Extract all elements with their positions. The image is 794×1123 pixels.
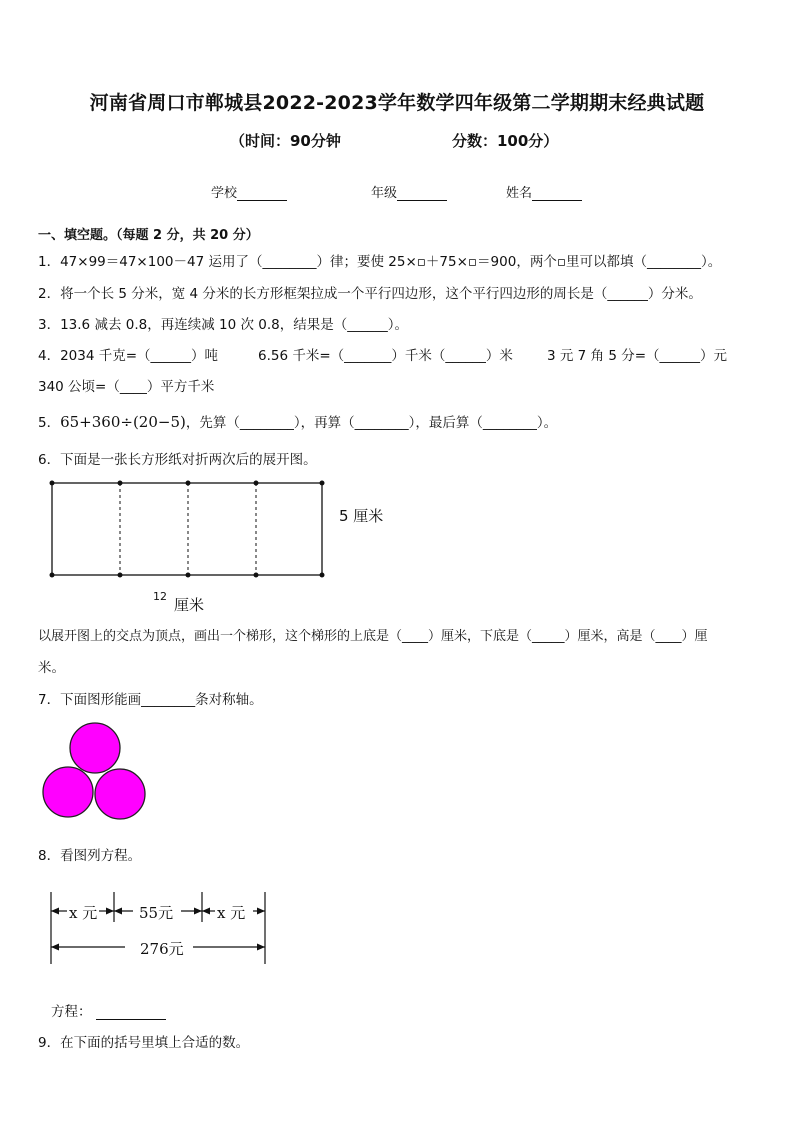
section-heading: 一、填空题。（每题 2 分，共 20 分）: [38, 228, 259, 243]
name-label: 姓名: [506, 186, 533, 201]
width-unit: 厘米: [174, 596, 205, 614]
vertex-dot: [320, 573, 325, 578]
vertex-dot: [254, 573, 259, 578]
school-field: [211, 182, 287, 201]
vertex-dot: [118, 481, 123, 486]
arrowhead: [202, 908, 210, 915]
question-5: [38, 411, 557, 431]
arrowhead: [194, 908, 202, 915]
question-6: 6．下面是一张长方形纸对折两次后的展开图。: [38, 452, 317, 468]
name-blank[interactable]: [532, 186, 582, 201]
question-5-expression: 65+360÷(20−5): [60, 413, 186, 431]
question-3: 3．13.6 减去 0.8，再连续减 10 次 0.8，结果是（______）。: [38, 317, 408, 333]
equation-label: 方程：: [51, 1004, 92, 1020]
equation-blank[interactable]: [96, 1005, 166, 1020]
question-8: 8．看图列方程。: [38, 848, 142, 864]
name-field: [506, 182, 582, 201]
segment-label-middle: 55元: [139, 904, 174, 922]
magenta-circle: [70, 723, 120, 773]
vertex-dot: [186, 573, 191, 578]
question-4d: 340 公顷=（____）平方千米: [38, 379, 215, 395]
segment-label-right: x 元: [217, 904, 246, 922]
vertex-dot: [50, 573, 55, 578]
segment-label-left: x 元: [69, 904, 98, 922]
vertex-dot: [118, 573, 123, 578]
rectangle-outline: [52, 483, 322, 575]
magenta-circle: [43, 767, 93, 817]
grade-field: [371, 182, 447, 201]
school-label: 学校: [211, 186, 238, 201]
unfolded-rectangle-figure: [40, 474, 400, 614]
question-6-text-cont: 米。: [38, 660, 65, 676]
question-1: 1．47×99＝47×100－47 运用了（________）律；要使 25×▫＋75×▫＝900，两个▫里可以都填（________）。: [38, 254, 722, 270]
height-label: 5 厘米: [339, 507, 384, 525]
three-circles-figure: [38, 720, 150, 824]
school-blank[interactable]: [237, 186, 287, 201]
question-2: 2．将一个长 5 分米，宽 4 分米的长方形框架拉成一个平行四边形，这个平行四边形的周长是（______）分米。: [38, 286, 702, 302]
question-5-text: ，先算（________），再算（________），最后算（________）。: [185, 415, 558, 431]
page-title: 河南省周口市郸城县2022-2023学年数学四年级第二学期期末经典试题: [89, 92, 705, 114]
vertex-dot: [50, 481, 55, 486]
question-5-number: 5．: [38, 415, 61, 431]
arrowhead: [114, 908, 122, 915]
magenta-circle: [95, 769, 145, 819]
exam-score: 分数：100分）: [452, 132, 559, 150]
arrowhead: [257, 944, 265, 951]
arrowhead: [51, 944, 59, 951]
width-number: 12: [153, 590, 167, 603]
arrowhead: [106, 908, 114, 915]
vertex-dot: [186, 481, 191, 486]
arrowhead: [51, 908, 59, 915]
total-label: 276元: [140, 940, 184, 958]
vertex-dot: [254, 481, 259, 486]
question-9: 9．在下面的括号里填上合适的数。: [38, 1035, 250, 1051]
question-4b: 6.56 千米=（_______）千米（______）米: [258, 348, 513, 364]
equation-field: [51, 1000, 166, 1020]
arrowhead: [257, 908, 265, 915]
question-6-text: 以展开图上的交点为顶点，画出一个梯形，这个梯形的上底是（____）厘米，下底是（_____）厘米，高是（____）厘: [38, 629, 708, 644]
vertex-dot: [320, 481, 325, 486]
question-4c: 3 元 7 角 5 分=（______）元: [547, 348, 728, 364]
exam-time: （时间：90分钟: [230, 132, 341, 150]
grade-label: 年级: [371, 186, 398, 201]
question-7: 7．下面图形能画________条对称轴。: [38, 692, 263, 708]
grade-blank[interactable]: [397, 186, 447, 201]
question-4a: 4．2034 千克=（______）吨: [38, 348, 219, 364]
